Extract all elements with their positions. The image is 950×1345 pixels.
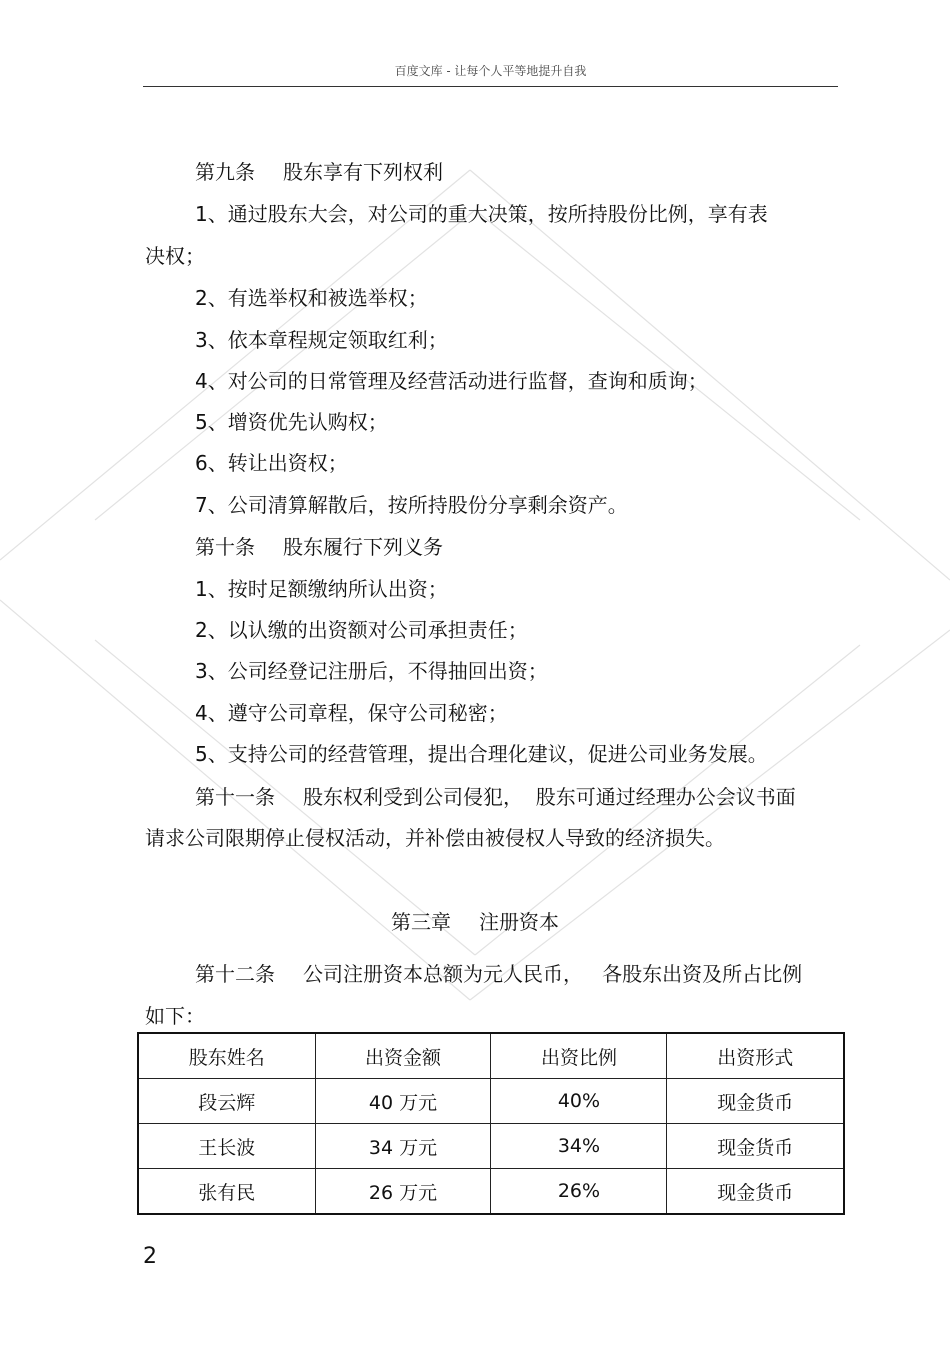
contribution-form: 现金货币 bbox=[667, 1124, 844, 1169]
article-10-item-2: 2、以认缴的出资额对公司承担责任； bbox=[195, 618, 528, 642]
article-9-item-1-cont: 决权； bbox=[145, 244, 205, 268]
table-header-cell: 股东姓名 bbox=[138, 1033, 315, 1079]
article-9-item-7: 7、公司清算解散后，按所持股份分享剩余资产。 bbox=[195, 493, 628, 517]
article-11-text-1: 股东权利受到公司侵犯， 股东可通过经理办公会议书面 bbox=[303, 785, 796, 809]
article-10-item-3: 3、公司经登记注册后，不得抽回出资； bbox=[195, 659, 548, 683]
article-11-line-1 bbox=[195, 785, 796, 809]
table-header-cell: 出资形式 bbox=[667, 1033, 844, 1079]
article-9-item-6: 6、转让出资权； bbox=[195, 451, 348, 475]
table-row bbox=[138, 1124, 844, 1169]
table-header-cell: 出资比例 bbox=[491, 1033, 667, 1079]
contribution-form: 现金货币 bbox=[667, 1079, 844, 1124]
contribution-amount: 26 万元 bbox=[315, 1169, 491, 1215]
article-9-heading-text: 股东享有下列权利 bbox=[283, 160, 443, 184]
article-10-title: 第十条 bbox=[195, 535, 255, 559]
article-12-title: 第十二条 bbox=[195, 962, 275, 986]
article-9-item-1: 1、通过股东大会，对公司的重大决策，按所持股份比例，享有表 bbox=[195, 202, 768, 226]
article-10-item-4: 4、遵守公司章程，保守公司秘密； bbox=[195, 701, 508, 725]
article-9-item-5: 5、增资优先认购权； bbox=[195, 410, 388, 434]
article-10-heading-text: 股东履行下列义务 bbox=[283, 535, 443, 559]
table-row bbox=[138, 1169, 844, 1215]
shareholder-name: 段云辉 bbox=[138, 1079, 315, 1124]
shareholder-name: 王长波 bbox=[138, 1124, 315, 1169]
article-12-text-1: 公司注册资本总额为元人民币， 各股东出资及所占比例 bbox=[303, 962, 803, 986]
article-10-item-1: 1、按时足额缴纳所认出资； bbox=[195, 577, 448, 601]
article-12-line-1 bbox=[195, 962, 802, 986]
article-9-item-2: 2、有选举权和被选举权； bbox=[195, 286, 428, 310]
article-9-title: 第九条 bbox=[195, 160, 255, 184]
contribution-amount: 40 万元 bbox=[315, 1079, 491, 1124]
contribution-form: 现金货币 bbox=[667, 1169, 844, 1215]
chapter-3-title: 注册资本 bbox=[479, 910, 559, 934]
contribution-ratio: 34% bbox=[491, 1124, 667, 1169]
article-12-line-2: 如下： bbox=[145, 1004, 205, 1028]
article-9-item-3: 3、依本章程规定领取红利； bbox=[195, 328, 448, 352]
article-10-heading bbox=[195, 535, 443, 559]
article-11-title: 第十一条 bbox=[195, 785, 275, 809]
article-9-item-4: 4、对公司的日常管理及经营活动进行监督，查询和质询； bbox=[195, 369, 708, 393]
shareholder-name: 张有民 bbox=[138, 1169, 315, 1215]
table-header-cell: 出资金额 bbox=[315, 1033, 491, 1079]
article-11-line-2: 请求公司限期停止侵权活动，并补偿由被侵权人导致的经济损失。 bbox=[145, 826, 725, 850]
article-9-heading bbox=[195, 160, 443, 184]
capital-table bbox=[137, 1032, 845, 1215]
page-number: 2 bbox=[143, 1244, 157, 1269]
contribution-ratio: 40% bbox=[491, 1079, 667, 1124]
page-header: 百度文库 - 让每个人平等地提升自我 bbox=[394, 64, 587, 78]
contribution-ratio: 26% bbox=[491, 1169, 667, 1215]
table-row bbox=[138, 1079, 844, 1124]
chapter-3-heading bbox=[0, 910, 950, 934]
contribution-amount: 34 万元 bbox=[315, 1124, 491, 1169]
table-header-row bbox=[138, 1033, 844, 1079]
chapter-3-number: 第三章 bbox=[391, 910, 451, 934]
header-rule bbox=[143, 86, 838, 87]
article-10-item-5: 5、支持公司的经营管理，提出合理化建议，促进公司业务发展。 bbox=[195, 742, 768, 766]
